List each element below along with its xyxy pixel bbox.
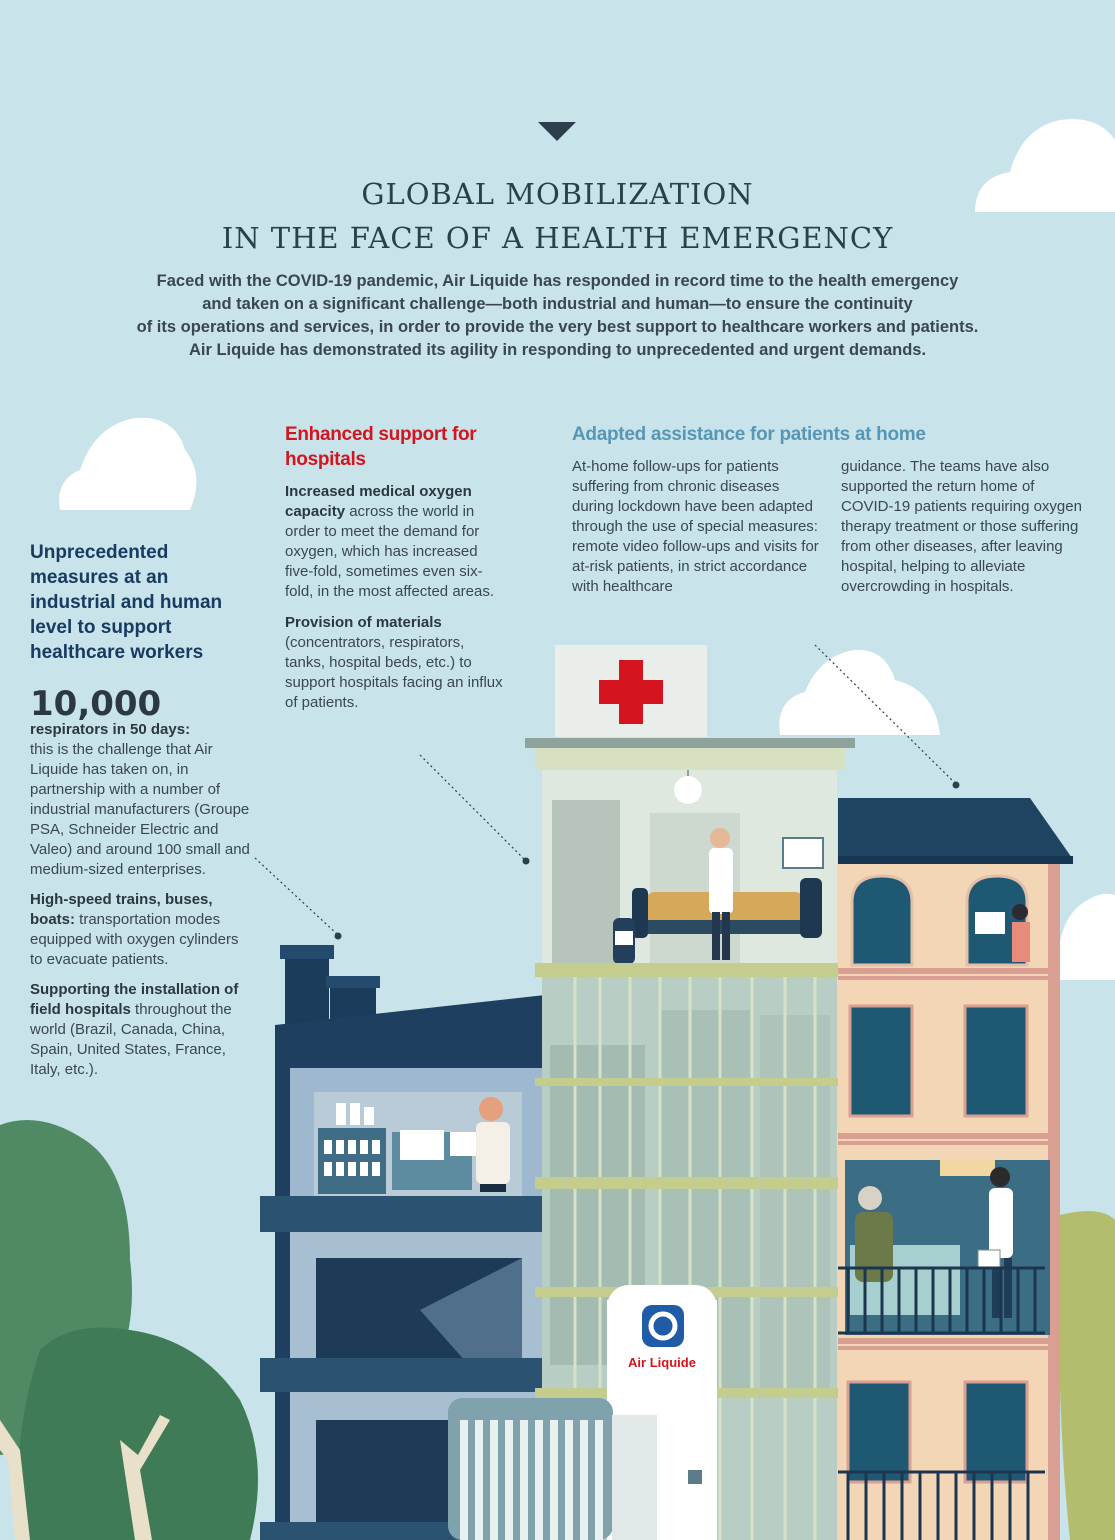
field-hospitals-bold: Supporting the installation of field hospitals bbox=[30, 981, 239, 1018]
transport-bold: High-speed trains, buses, boats: bbox=[30, 891, 213, 928]
title-line-1: GLOBAL MOBILIZATION bbox=[361, 177, 754, 211]
intro-line-4: Air Liquide has demonstrated its agility in responding to unprecedented and urgent demands. bbox=[188, 341, 927, 359]
residential-house bbox=[838, 798, 1073, 1540]
home-assistance-text-2: guidance. The teams have also supported the return home of COVID-19 patients requiring oxygen therapy treatment or those suffering from other diseases, after leaving hospital, helping to alleviate overcrowding in hospitals. bbox=[841, 458, 1082, 595]
tank-brand-label: Air Liquide bbox=[628, 1355, 696, 1370]
materials-bold: Provision of materials bbox=[285, 614, 442, 631]
trees-left bbox=[0, 1120, 258, 1540]
intro-line-2: and taken on a significant challenge—both industrial and human—to ensure the continuity bbox=[202, 295, 913, 313]
title-line-2: IN THE FACE OF A HEALTH EMERGENCY bbox=[221, 221, 894, 255]
field-hospitals-text: throughout the world (Brazil, Canada, China, Spain, United States, France, Italy, etc.). bbox=[30, 1001, 232, 1078]
oxygen-capacity-text: across the world in order to meet the demand for oxygen, which has increased five-fold, sometimes even six-fold, in the most affected areas. bbox=[285, 503, 495, 600]
intro-line-3: of its operations and services, in order to provide the very best support to healthcare workers and patients. bbox=[136, 318, 979, 336]
stat-number: 10,000 bbox=[30, 684, 162, 724]
oxygen-capacity-bold: Increased medical oxygen capacity bbox=[285, 483, 472, 520]
materials-text: (concentrators, respirators, tanks, hospital beds, etc.) to support hospitals facing an influx of patients. bbox=[285, 634, 503, 711]
right-heading: Adapted assistance for patients at home bbox=[572, 424, 926, 445]
small-tanks bbox=[448, 1398, 657, 1540]
transport-text: transportation modes equipped with oxygen cylinders to evacuate patients. bbox=[30, 911, 239, 968]
stat-label: respirators in 50 days: bbox=[30, 721, 191, 738]
home-assistance-text-1: At-home follow-ups for patients suffering from chronic diseases during lockdown have been adapted through the use of special measures: remote video follow-ups and visits for at-risk patients, in strict accordance with healthcare bbox=[572, 458, 819, 595]
left-heading: Unprecedented measures at an industrial and human level to support healthcare workers bbox=[30, 542, 223, 663]
intro-line-1: Faced with the COVID-19 pandemic, Air Liquide has responded in record time to the health emergency bbox=[156, 272, 959, 290]
air-liquide-logo-icon bbox=[642, 1305, 684, 1347]
middle-heading: Enhanced support for hospitals bbox=[285, 424, 477, 470]
stat-text: this is the challenge that Air Liquide has taken on, in partnership with a number of industrial manufacturers (Groupe PSA, Schneider Electric and Valeo) and around 100 small and medium-sized enterprises. bbox=[30, 741, 250, 878]
